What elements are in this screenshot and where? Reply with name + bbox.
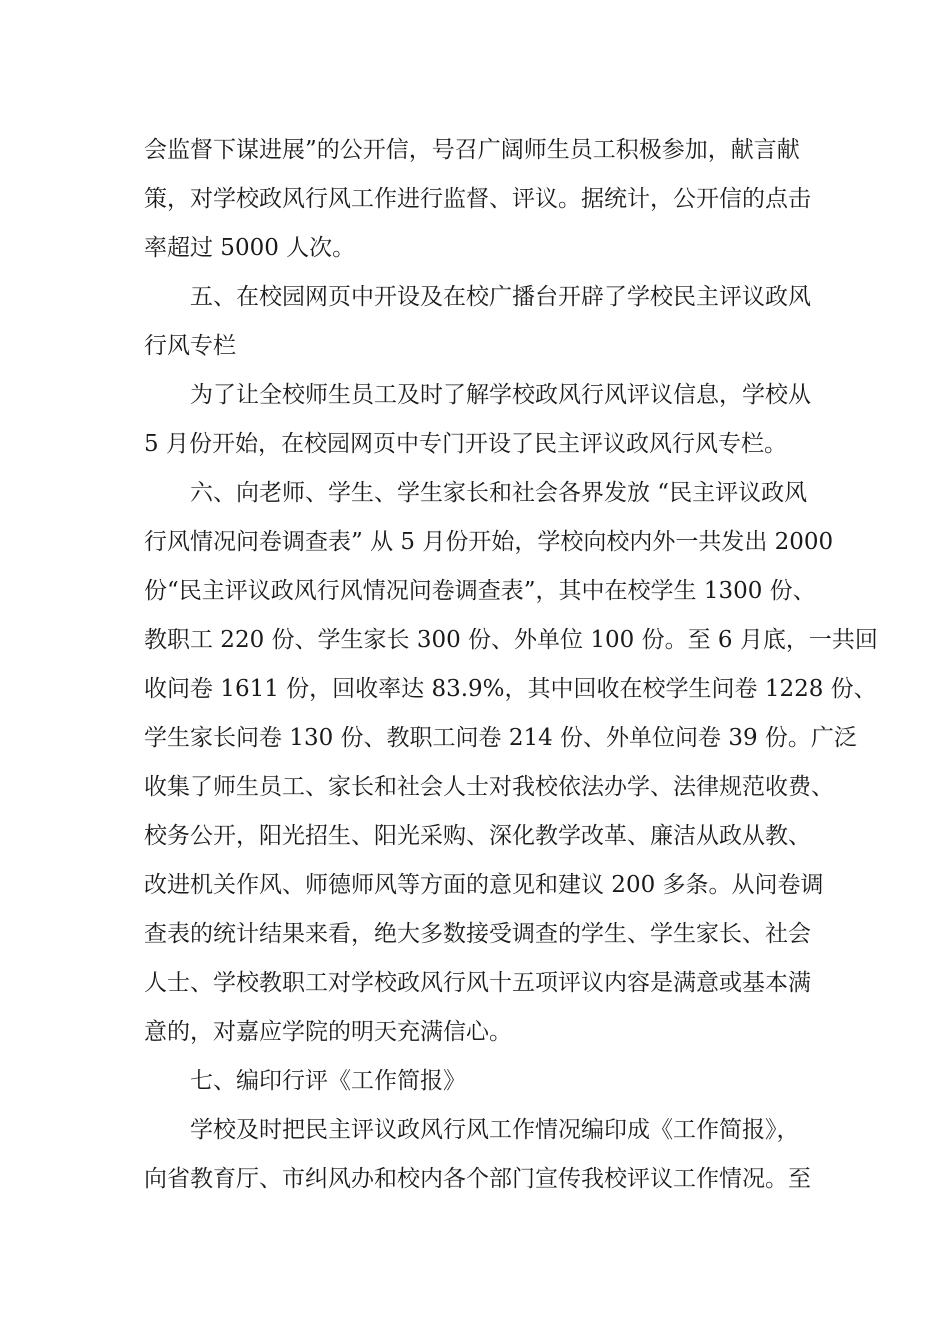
paragraph-line: 学校及时把民主评议政风行风工作情况编印成《工作简报》， — [190, 1117, 800, 1143]
paragraph-line: 人士、学校教职工对学校政风行风十五项评议内容是满意或基本满 — [144, 970, 811, 996]
paragraph-line: 校务公开，阳光招生、阳光采购、深化教学改革、廉洁从政从教、 — [144, 823, 811, 849]
paragraph-line: 收问卷 1611 份，回收率达 83.9%，其中回收在校学生问卷 1228 份、 — [144, 676, 877, 702]
paragraph-line: 策，对学校政风行风工作进行监督、评议。据统计，公开信的点击 — [144, 186, 811, 212]
paragraph-line: 向省教育厅、市纠风办和校内各个部门宣传我校评议工作情况。至 — [144, 1166, 811, 1192]
paragraph-line: 为了让全校师生员工及时了解学校政风行风评议信息，学校从 — [190, 382, 811, 408]
paragraph-line: 改进机关作风、师德师风等方面的意见和建议 200 多条。从问卷调 — [144, 872, 824, 898]
paragraph-line: 份“民主评议政风行风情况问卷调查表”，其中在校学生 1300 份、 — [144, 578, 816, 604]
section-heading-7: 七、编印行评《工作简报》 — [190, 1068, 466, 1094]
paragraph-line: 意的，对嘉应学院的明天充满信心。 — [144, 1019, 512, 1045]
paragraph-line: 5 月份开始，在校园网页中专门开设了民主评议政风行风专栏。 — [144, 431, 787, 457]
paragraph-line: 会监督下谋进展”的公开信，号召广阔师生员工积极参加，献言献 — [144, 137, 800, 163]
section-heading-5-cont: 行风专栏 — [144, 333, 236, 359]
paragraph-line: 查表的统计结果来看，绝大多数接受调查的学生、学生家长、社会 — [144, 921, 811, 947]
paragraph-line: 学生家长问卷 130 份、教职工问卷 214 份、外单位问卷 39 份。广泛 — [144, 725, 857, 751]
paragraph-line: 行风情况问卷调查表” 从 5 月份开始，学校向校内外一共发出 2000 — [144, 529, 834, 555]
section-heading-6: 六、向老师、学生、学生家长和社会各界发放 “民主评议政风 — [190, 480, 808, 506]
paragraph-line: 收集了师生员工、家长和社会人士对我校依法办学、法律规范收费、 — [144, 774, 834, 800]
paragraph-line: 率超过 5000 人次。 — [144, 235, 356, 261]
document-body — [144, 126, 878, 1204]
section-heading-5: 五、在校园网页中开设及在校广播台开辟了学校民主评议政风 — [190, 284, 811, 310]
paragraph-line: 教职工 220 份、学生家长 300 份、外单位 100 份。至 6 月底，一共回 — [144, 627, 878, 653]
